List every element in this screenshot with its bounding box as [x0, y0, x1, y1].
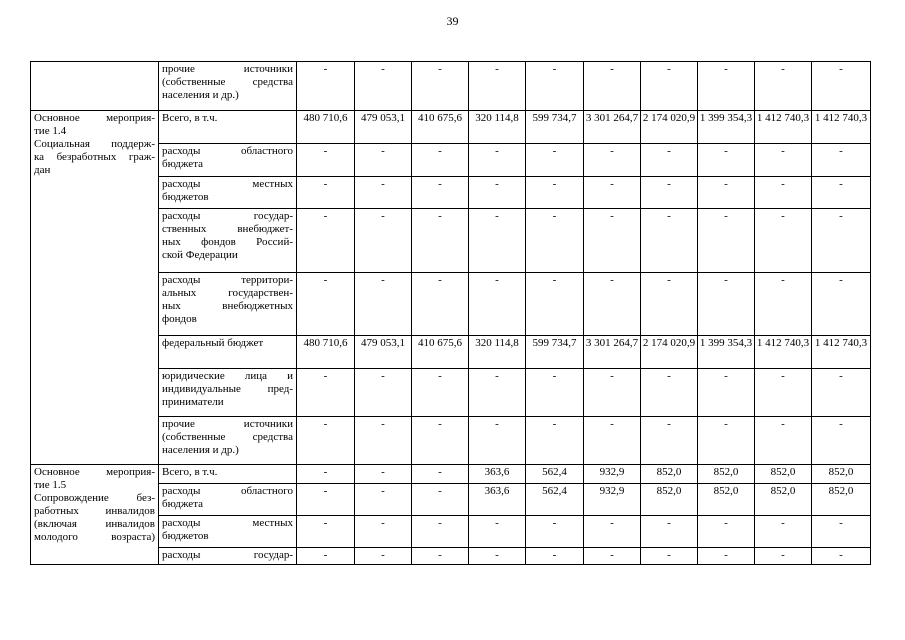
- value-cell: 932,9: [584, 484, 641, 516]
- funding-source-cell: расходы местных бюджетов: [159, 516, 297, 548]
- value-cell: -: [812, 62, 871, 111]
- value-cell: -: [584, 417, 641, 465]
- value-cell: -: [526, 273, 584, 336]
- value-cell: -: [526, 144, 584, 177]
- value-cell: -: [355, 273, 412, 336]
- value-cell: -: [755, 144, 812, 177]
- value-cell: -: [755, 273, 812, 336]
- value-cell: -: [297, 369, 355, 417]
- table-row: [31, 111, 871, 144]
- table-body: [31, 62, 871, 565]
- value-cell: 479 053,1: [355, 111, 412, 144]
- value-cell: -: [584, 144, 641, 177]
- value-cell: -: [755, 369, 812, 417]
- value-cell: 852,0: [698, 484, 755, 516]
- value-cell: -: [526, 177, 584, 209]
- value-cell: -: [584, 548, 641, 565]
- value-cell: 852,0: [812, 465, 871, 484]
- value-cell: -: [584, 273, 641, 336]
- value-cell: 480 710,6: [297, 111, 355, 144]
- value-cell: -: [469, 273, 526, 336]
- value-cell: 1 399 354,3: [698, 111, 755, 144]
- funding-source-cell: расходы местных бюджетов: [159, 177, 297, 209]
- value-cell: -: [355, 209, 412, 273]
- value-cell: -: [755, 516, 812, 548]
- value-cell: -: [812, 144, 871, 177]
- value-cell: -: [812, 209, 871, 273]
- value-cell: -: [641, 177, 698, 209]
- value-cell: -: [755, 62, 812, 111]
- funding-source-cell: расходы территори- альных государствен- ных внебюджетных фондов: [159, 273, 297, 336]
- value-cell: 363,6: [469, 465, 526, 484]
- value-cell: -: [355, 62, 412, 111]
- value-cell: -: [812, 516, 871, 548]
- value-cell: -: [641, 209, 698, 273]
- value-cell: -: [584, 516, 641, 548]
- value-cell: -: [469, 62, 526, 111]
- value-cell: -: [698, 548, 755, 565]
- value-cell: -: [297, 177, 355, 209]
- value-cell: -: [297, 417, 355, 465]
- funding-source-cell: расходы государ- ственных внебюджет- ных фондов Россий- ской Федерации: [159, 209, 297, 273]
- value-cell: 599 734,7: [526, 336, 584, 369]
- page-number: 39: [446, 14, 459, 28]
- value-cell: -: [698, 144, 755, 177]
- value-cell: -: [641, 516, 698, 548]
- value-cell: -: [755, 548, 812, 565]
- value-cell: -: [812, 548, 871, 565]
- value-cell: 1 412 740,3: [812, 336, 871, 369]
- value-cell: 1 412 740,3: [755, 111, 812, 144]
- value-cell: 3 301 264,7: [584, 111, 641, 144]
- value-cell: 852,0: [755, 465, 812, 484]
- value-cell: -: [355, 516, 412, 548]
- value-cell: -: [297, 548, 355, 565]
- value-cell: -: [355, 177, 412, 209]
- value-cell: -: [641, 62, 698, 111]
- value-cell: 1 412 740,3: [812, 111, 871, 144]
- value-cell: -: [755, 209, 812, 273]
- value-cell: -: [698, 209, 755, 273]
- value-cell: 480 710,6: [297, 336, 355, 369]
- value-cell: -: [698, 369, 755, 417]
- value-cell: -: [641, 144, 698, 177]
- value-cell: -: [297, 62, 355, 111]
- value-cell: 852,0: [698, 465, 755, 484]
- funding-source-cell: юридические лица и индивидуальные пред- приниматели: [159, 369, 297, 417]
- value-cell: -: [355, 548, 412, 565]
- value-cell: -: [297, 484, 355, 516]
- value-cell: -: [812, 417, 871, 465]
- value-cell: 320 114,8: [469, 336, 526, 369]
- measure-cell-1-4: Основное мероприя- тие 1.4 Социальная поддерж- ка безработных граж- дан: [31, 111, 159, 465]
- value-cell: -: [698, 177, 755, 209]
- value-cell: 320 114,8: [469, 111, 526, 144]
- value-cell: -: [469, 417, 526, 465]
- value-cell: 852,0: [641, 484, 698, 516]
- value-cell: -: [755, 177, 812, 209]
- measure-cell-1-5: Основное мероприя- тие 1.5 Сопровождение без- работных инвалидов (включая инвалидов молодого возраста): [31, 465, 159, 565]
- value-cell: -: [297, 144, 355, 177]
- value-cell: -: [412, 144, 469, 177]
- value-cell: -: [812, 177, 871, 209]
- value-cell: -: [584, 62, 641, 111]
- value-cell: 562,4: [526, 465, 584, 484]
- value-cell: -: [526, 209, 584, 273]
- value-cell: 599 734,7: [526, 111, 584, 144]
- value-cell: 932,9: [584, 465, 641, 484]
- value-cell: -: [469, 209, 526, 273]
- value-cell: -: [412, 369, 469, 417]
- value-cell: 1 399 354,3: [698, 336, 755, 369]
- value-cell: -: [526, 62, 584, 111]
- value-cell: 2 174 020,9: [641, 336, 698, 369]
- value-cell: -: [412, 484, 469, 516]
- value-cell: -: [641, 417, 698, 465]
- value-cell: -: [355, 369, 412, 417]
- value-cell: 852,0: [812, 484, 871, 516]
- value-cell: 479 053,1: [355, 336, 412, 369]
- value-cell: -: [355, 465, 412, 484]
- value-cell: -: [297, 273, 355, 336]
- value-cell: -: [412, 548, 469, 565]
- funding-source-cell: Всего, в т.ч.: [159, 465, 297, 484]
- value-cell: -: [641, 369, 698, 417]
- value-cell: -: [355, 417, 412, 465]
- value-cell: -: [698, 417, 755, 465]
- value-cell: -: [412, 62, 469, 111]
- value-cell: -: [297, 516, 355, 548]
- value-cell: 363,6: [469, 484, 526, 516]
- value-cell: -: [297, 209, 355, 273]
- value-cell: -: [526, 548, 584, 565]
- funding-source-cell: расходы государ-: [159, 548, 297, 565]
- value-cell: -: [698, 273, 755, 336]
- value-cell: 410 675,6: [412, 111, 469, 144]
- value-cell: 852,0: [755, 484, 812, 516]
- funding-source-cell: Всего, в т.ч.: [159, 111, 297, 144]
- value-cell: -: [584, 209, 641, 273]
- value-cell: -: [584, 177, 641, 209]
- value-cell: -: [412, 209, 469, 273]
- value-cell: 410 675,6: [412, 336, 469, 369]
- value-cell: -: [526, 516, 584, 548]
- value-cell: -: [641, 548, 698, 565]
- value-cell: -: [412, 417, 469, 465]
- value-cell: -: [641, 273, 698, 336]
- table-row: [31, 62, 871, 111]
- funding-source-cell: расходы областного бюджета: [159, 484, 297, 516]
- value-cell: -: [469, 369, 526, 417]
- value-cell: 1 412 740,3: [755, 336, 812, 369]
- table-row: [31, 465, 871, 484]
- value-cell: 562,4: [526, 484, 584, 516]
- value-cell: -: [755, 417, 812, 465]
- value-cell: -: [355, 484, 412, 516]
- value-cell: -: [297, 465, 355, 484]
- value-cell: 2 174 020,9: [641, 111, 698, 144]
- value-cell: -: [412, 273, 469, 336]
- funding-source-cell: прочие источники (собственные средства населения и др.): [159, 62, 297, 111]
- measure-cell-empty: [31, 62, 159, 111]
- value-cell: 3 301 264,7: [584, 336, 641, 369]
- value-cell: -: [526, 417, 584, 465]
- value-cell: -: [469, 548, 526, 565]
- funding-source-cell: федеральный бюджет: [159, 336, 297, 369]
- value-cell: -: [526, 369, 584, 417]
- value-cell: -: [469, 177, 526, 209]
- value-cell: -: [412, 177, 469, 209]
- value-cell: -: [355, 144, 412, 177]
- value-cell: -: [469, 516, 526, 548]
- value-cell: -: [812, 273, 871, 336]
- value-cell: -: [584, 369, 641, 417]
- value-cell: -: [469, 144, 526, 177]
- value-cell: -: [412, 516, 469, 548]
- funding-source-cell: прочие источники (собственные средства населения и др.): [159, 417, 297, 465]
- value-cell: -: [698, 516, 755, 548]
- funding-source-cell: расходы областного бюджета: [159, 144, 297, 177]
- value-cell: 852,0: [641, 465, 698, 484]
- value-cell: -: [812, 369, 871, 417]
- budget-table: [30, 61, 871, 565]
- value-cell: -: [698, 62, 755, 111]
- value-cell: -: [412, 465, 469, 484]
